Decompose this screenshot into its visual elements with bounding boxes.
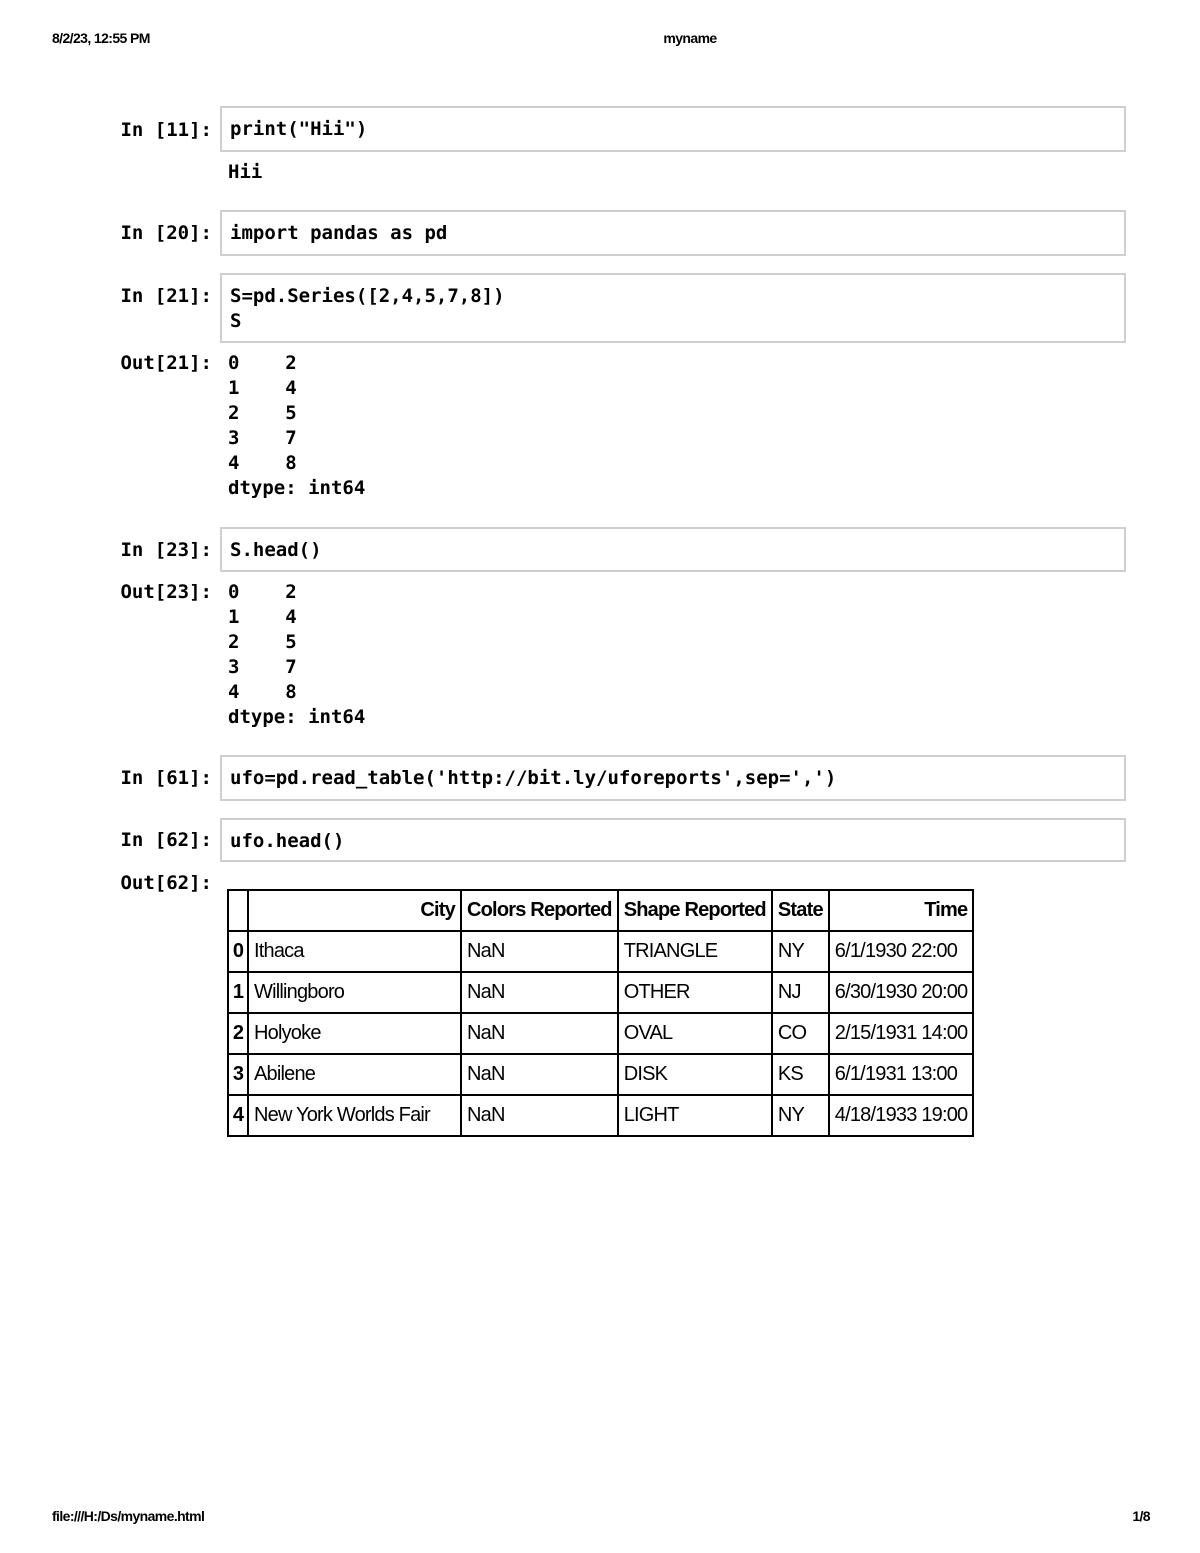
cell-time: 4/18/1933 19:00 <box>829 1095 974 1136</box>
input-prompt: In [21]: <box>120 285 212 307</box>
code-input-cell[interactable] <box>220 210 1126 256</box>
code-text: ufo.head() <box>230 830 345 852</box>
cell-colors: NaN <box>461 1054 618 1095</box>
output-prompt: Out[23]: <box>120 581 212 603</box>
cell-output: 0 2 1 4 2 5 3 7 4 8 dtype: int64 <box>228 581 366 728</box>
column-header-index <box>228 890 248 931</box>
cell-shape: DISK <box>618 1054 772 1095</box>
output-prompt: Out[21]: <box>120 352 212 374</box>
cell-city: New York Worlds Fair <box>248 1095 461 1136</box>
code-text: print("Hii") <box>230 118 368 140</box>
cell-city: Willingboro <box>248 972 461 1013</box>
cell-colors: NaN <box>461 972 618 1013</box>
row-index: 2 <box>228 1013 248 1054</box>
row-index: 3 <box>228 1054 248 1095</box>
cell-time: 6/30/1930 20:00 <box>829 972 974 1013</box>
cell-city: Abilene <box>248 1054 461 1095</box>
cell-state: NY <box>772 931 829 972</box>
input-prompt: In [61]: <box>120 767 212 789</box>
cell-shape: OVAL <box>618 1013 772 1054</box>
cell-city: Ithaca <box>248 931 461 972</box>
cell-time: 6/1/1931 13:00 <box>829 1054 974 1095</box>
code-input-cell[interactable] <box>220 818 1126 862</box>
row-index: 0 <box>228 931 248 972</box>
cell-state: CO <box>772 1013 829 1054</box>
input-prompt: In [23]: <box>120 539 212 561</box>
column-header-state: State <box>772 890 829 931</box>
code-input-cell[interactable] <box>220 527 1126 572</box>
input-prompt: In [20]: <box>120 222 212 244</box>
page-title: myname <box>663 30 717 46</box>
cell-shape: OTHER <box>618 972 772 1013</box>
code-input-cell[interactable] <box>220 106 1126 152</box>
code-input-cell[interactable] <box>220 273 1126 343</box>
dataframe-table <box>227 889 974 1137</box>
stream-output: Hii <box>228 161 263 183</box>
table-row <box>228 972 973 1013</box>
file-path: file:///H:/Ds/myname.html <box>52 1508 205 1524</box>
code-input-cell[interactable] <box>220 755 1126 801</box>
cell-colors: NaN <box>461 1095 618 1136</box>
cell-colors: NaN <box>461 1013 618 1054</box>
cell-city: Holyoke <box>248 1013 461 1054</box>
column-header-city: City <box>248 890 461 931</box>
row-index: 4 <box>228 1095 248 1136</box>
code-text: ufo=pd.read_table('http://bit.ly/uforeports',sep=',') <box>230 767 837 789</box>
cell-state: NY <box>772 1095 829 1136</box>
code-text: S=pd.Series([2,4,5,7,8]) S <box>230 285 505 332</box>
cell-output: 0 2 1 4 2 5 3 7 4 8 dtype: int64 <box>228 352 366 499</box>
table-header-row <box>228 890 973 931</box>
code-text: S.head() <box>230 539 322 561</box>
table-row <box>228 1013 973 1054</box>
cell-state: NJ <box>772 972 829 1013</box>
input-prompt: In [62]: <box>120 829 212 851</box>
table-row <box>228 931 973 972</box>
cell-time: 6/1/1930 22:00 <box>829 931 974 972</box>
table-row <box>228 1054 973 1095</box>
column-header-shape: Shape Reported <box>618 890 772 931</box>
column-header-colors: Colors Reported <box>461 890 618 931</box>
cell-shape: TRIANGLE <box>618 931 772 972</box>
column-header-time: Time <box>829 890 974 931</box>
output-prompt: Out[62]: <box>120 872 212 894</box>
row-index: 1 <box>228 972 248 1013</box>
page-number: 1/8 <box>1132 1508 1150 1524</box>
cell-state: KS <box>772 1054 829 1095</box>
table-row <box>228 1095 973 1136</box>
cell-time: 2/15/1931 14:00 <box>829 1013 974 1054</box>
code-text: import pandas as pd <box>230 222 448 244</box>
input-prompt: In [11]: <box>120 119 212 141</box>
print-datetime: 8/2/23, 12:55 PM <box>52 30 150 46</box>
cell-colors: NaN <box>461 931 618 972</box>
cell-shape: LIGHT <box>618 1095 772 1136</box>
